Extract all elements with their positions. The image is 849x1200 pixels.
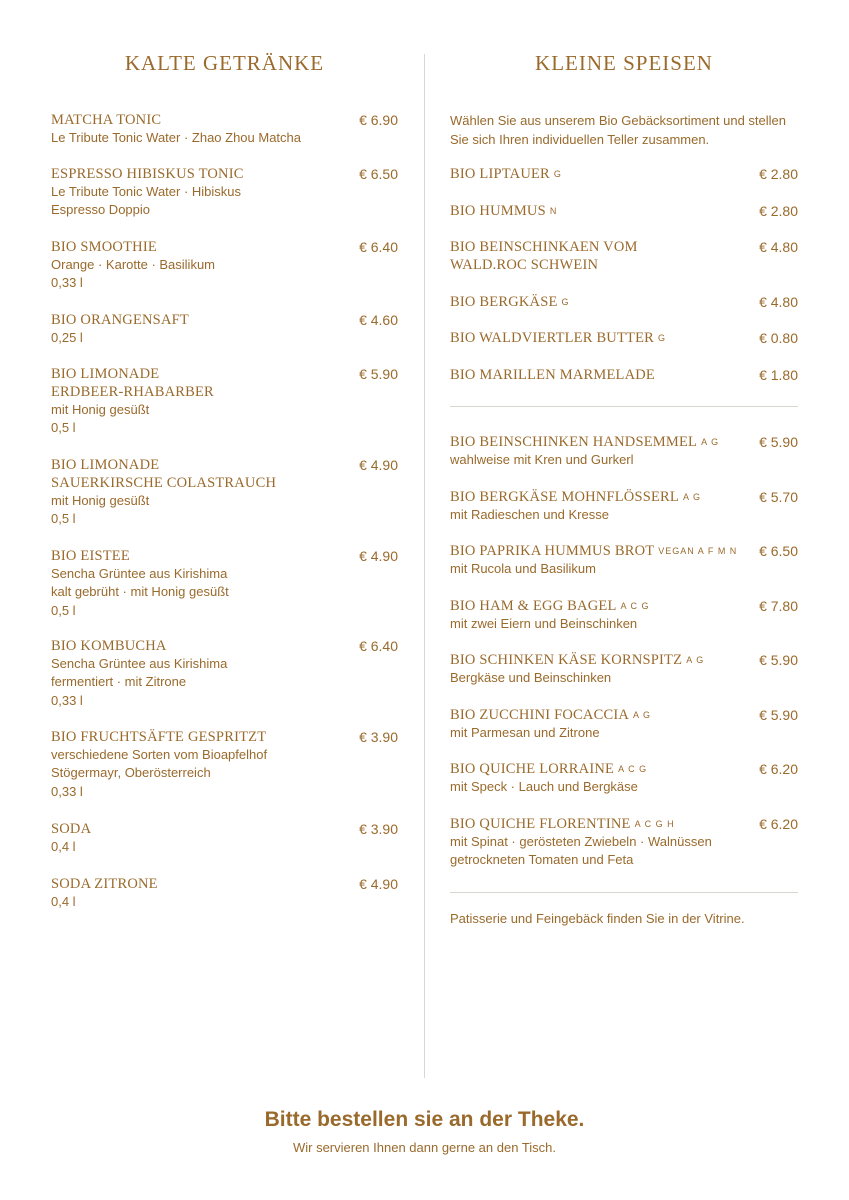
item-price: € 4.90 bbox=[359, 457, 398, 473]
item-description: 0,33 l bbox=[51, 275, 83, 291]
item-description: 0,33 l bbox=[51, 783, 83, 799]
item-description: 0,5 l bbox=[51, 602, 76, 618]
item-price: € 6.90 bbox=[359, 112, 398, 128]
footer-subtitle: Wir servieren Ihnen dann gerne an den Tisch. bbox=[292, 1140, 557, 1155]
item-description: Sencha Grüntee aus Kirishima bbox=[51, 656, 228, 671]
item-price: € 2.80 bbox=[759, 166, 798, 182]
item-price: € 4.60 bbox=[359, 312, 398, 328]
drink-item bbox=[51, 875, 398, 911]
drink-name bbox=[51, 637, 398, 655]
allergen-tag: A C G H bbox=[634, 819, 675, 829]
dish-item bbox=[450, 488, 798, 524]
basic-item bbox=[450, 165, 798, 183]
drink-name bbox=[51, 238, 398, 256]
item-price: € 5.70 bbox=[759, 489, 798, 505]
drink-name-line2: ERDBEER-RHABARBER bbox=[51, 384, 214, 400]
drink-name-text: BIO FRUCHTSÄFTE GESPRITZT bbox=[51, 729, 267, 745]
drink-name-text: BIO SMOOTHIE bbox=[51, 239, 157, 255]
item-price: € 3.90 bbox=[359, 821, 398, 837]
dish-item bbox=[450, 815, 798, 870]
drink-item bbox=[51, 547, 398, 620]
item-description: wahlweise mit Kren und Gurkerl bbox=[450, 452, 634, 467]
basic-name bbox=[450, 165, 798, 183]
dish-name-text: BIO BEINSCHINKEN HANDSEMMEL bbox=[450, 434, 698, 450]
allergen-tag: A G bbox=[686, 655, 705, 665]
drink-name bbox=[51, 728, 398, 746]
item-price: € 4.90 bbox=[359, 548, 398, 564]
basic-name-text: BIO BERGKÄSE bbox=[450, 294, 558, 310]
basic-name-text: BIO WALDVIERTLER BUTTER bbox=[450, 330, 655, 346]
item-price: € 6.40 bbox=[359, 638, 398, 654]
food-intro: Wählen Sie aus unserem Bio Gebäcksortiment und stellen Sie sich Ihren individuellen Teller zusammen. bbox=[450, 113, 787, 147]
dish-name-text: BIO PAPRIKA HUMMUS BROT bbox=[450, 543, 655, 559]
allergen-tag: A G bbox=[682, 492, 701, 502]
item-price: € 1.80 bbox=[759, 367, 798, 383]
item-description: 0,5 l bbox=[51, 420, 76, 436]
drink-name bbox=[51, 165, 398, 183]
item-description: 0,4 l bbox=[51, 839, 76, 854]
drink-name bbox=[51, 311, 398, 329]
basic-item bbox=[450, 238, 798, 274]
item-price: € 2.80 bbox=[759, 203, 798, 219]
basic-item bbox=[450, 329, 798, 347]
dish-name bbox=[450, 815, 798, 833]
food-footnote: Patisserie und Feingebäck finden Sie in der Vitrine. bbox=[450, 911, 745, 926]
item-description: verschiedene Sorten vom Bioapfelhof bbox=[51, 747, 268, 762]
item-description: Espresso Doppio bbox=[51, 202, 150, 218]
item-description: mit Speck · Lauch und Bergkäse bbox=[450, 779, 638, 794]
item-price: € 5.90 bbox=[359, 366, 398, 382]
item-price: € 6.20 bbox=[759, 761, 798, 777]
dish-name bbox=[450, 542, 798, 560]
drink-item bbox=[51, 311, 398, 347]
drink-item bbox=[51, 728, 398, 801]
item-description: kalt gebrüht · mit Honig gesüßt bbox=[51, 584, 229, 600]
item-price: € 4.80 bbox=[759, 294, 798, 310]
dish-name-text: BIO HAM & EGG BAGEL bbox=[450, 598, 617, 614]
dish-name bbox=[450, 488, 798, 506]
basic-name-line2: WALD.ROC SCHWEIN bbox=[450, 257, 599, 273]
drink-name-text: BIO LIMONADE bbox=[51, 457, 160, 473]
food-title: KLEINE SPEISEN bbox=[535, 51, 713, 75]
drink-name bbox=[51, 820, 398, 838]
item-price: € 5.90 bbox=[759, 707, 798, 723]
section-divider bbox=[450, 406, 798, 407]
basic-name-text: BIO BEINSCHINKAEN VOM bbox=[450, 239, 638, 255]
drink-name-text: SODA ZITRONE bbox=[51, 876, 158, 892]
dish-name bbox=[450, 597, 798, 615]
allergen-tag: G bbox=[561, 297, 570, 307]
item-price: € 4.90 bbox=[359, 876, 398, 892]
allergen-tag: G bbox=[553, 169, 562, 179]
item-description: mit Honig gesüßt bbox=[51, 402, 150, 417]
item-description: Le Tribute Tonic Water · Hibiskus bbox=[51, 184, 242, 199]
item-description: 0,25 l bbox=[51, 330, 83, 345]
dish-item bbox=[450, 706, 798, 742]
drink-name-text: BIO KOMBUCHA bbox=[51, 638, 167, 654]
item-description: mit Radieschen und Kresse bbox=[450, 507, 609, 522]
drink-item bbox=[51, 111, 398, 147]
drink-name bbox=[51, 456, 398, 492]
allergen-tag: VEGAN A F M N bbox=[658, 546, 738, 556]
allergen-tag: N bbox=[549, 206, 558, 216]
item-price: € 6.40 bbox=[359, 239, 398, 255]
drink-name bbox=[51, 111, 398, 129]
item-price: € 0.80 bbox=[759, 330, 798, 346]
column-divider bbox=[424, 54, 425, 1078]
drink-item bbox=[51, 365, 398, 438]
allergen-tag: A C G bbox=[620, 601, 650, 611]
drink-name-line2: SAUERKIRSCHE COLASTRAUCH bbox=[51, 475, 277, 491]
basic-name bbox=[450, 293, 798, 311]
item-price: € 6.50 bbox=[359, 166, 398, 182]
item-price: € 5.90 bbox=[759, 434, 798, 450]
item-description: mit zwei Eiern und Beinschinken bbox=[450, 616, 638, 631]
drink-name bbox=[51, 365, 398, 401]
item-description: mit Honig gesüßt bbox=[51, 493, 150, 508]
basic-name-text: BIO LIPTAUER bbox=[450, 166, 550, 182]
item-description: 0,33 l bbox=[51, 692, 83, 708]
basic-name bbox=[450, 238, 798, 274]
item-description: 0,4 l bbox=[51, 894, 76, 909]
drink-item bbox=[51, 637, 398, 710]
allergen-tag: A G bbox=[633, 710, 652, 720]
dish-name bbox=[450, 433, 798, 451]
item-description: getrockneten Tomaten und Feta bbox=[450, 852, 634, 868]
drink-item bbox=[51, 238, 398, 293]
item-description: mit Rucola und Basilikum bbox=[450, 561, 596, 576]
footer-title: Bitte bestellen sie an der Theke. bbox=[264, 1108, 585, 1131]
drink-item bbox=[51, 820, 398, 856]
drink-name-text: BIO LIMONADE bbox=[51, 366, 160, 382]
dish-item bbox=[450, 651, 798, 687]
item-price: € 5.90 bbox=[759, 652, 798, 668]
dish-name-text: BIO QUICHE FLORENTINE bbox=[450, 816, 631, 832]
item-price: € 7.80 bbox=[759, 598, 798, 614]
item-price: € 6.50 bbox=[759, 543, 798, 559]
dish-name bbox=[450, 760, 798, 778]
drink-item bbox=[51, 456, 398, 529]
item-price: € 3.90 bbox=[359, 729, 398, 745]
section-divider bbox=[450, 892, 798, 893]
drink-name-text: BIO ORANGENSAFT bbox=[51, 312, 189, 328]
dish-name bbox=[450, 651, 798, 669]
dish-item bbox=[450, 760, 798, 796]
item-price: € 6.20 bbox=[759, 816, 798, 832]
basic-name bbox=[450, 366, 798, 384]
item-description: mit Parmesan und Zitrone bbox=[450, 725, 600, 740]
drink-name-text: MATCHA TONIC bbox=[51, 112, 162, 128]
allergen-tag: A G bbox=[701, 437, 720, 447]
basic-item bbox=[450, 293, 798, 311]
drink-name bbox=[51, 547, 398, 565]
item-description: Bergkäse und Beinschinken bbox=[450, 670, 612, 685]
dish-name-text: BIO QUICHE LORRAINE bbox=[450, 761, 615, 777]
item-description: mit Spinat · gerösteten Zwiebeln · Walnüssen bbox=[450, 834, 712, 849]
dish-name-text: BIO SCHINKEN KÄSE KORNSPITZ bbox=[450, 652, 683, 668]
dish-name-text: BIO ZUCCHINI FOCACCIA bbox=[450, 707, 630, 723]
dish-item bbox=[450, 542, 798, 578]
allergen-tag: G bbox=[658, 333, 667, 343]
item-description: Stögermayr, Oberösterreich bbox=[51, 765, 211, 781]
item-description: fermentiert · mit Zitrone bbox=[51, 674, 187, 690]
drink-name bbox=[51, 875, 398, 893]
drink-name-text: ESPRESSO HIBISKUS TONIC bbox=[51, 166, 244, 182]
basic-name bbox=[450, 329, 798, 347]
item-description: 0,5 l bbox=[51, 511, 76, 527]
basic-name bbox=[450, 202, 798, 220]
basic-name-text: BIO HUMMUS bbox=[450, 203, 546, 219]
dish-item bbox=[450, 597, 798, 633]
basic-item bbox=[450, 366, 798, 384]
dish-item bbox=[450, 433, 798, 469]
dish-name bbox=[450, 706, 798, 724]
allergen-tag: A C G bbox=[618, 764, 648, 774]
item-description: Sencha Grüntee aus Kirishima bbox=[51, 566, 228, 581]
drink-name-text: BIO EISTEE bbox=[51, 548, 130, 564]
dish-name-text: BIO BERGKÄSE MOHNFLÖSSERL bbox=[450, 489, 679, 505]
basic-name-text: BIO MARILLEN MARMELADE bbox=[450, 367, 655, 383]
drinks-title: KALTE GETRÄNKE bbox=[124, 51, 325, 75]
item-description: Le Tribute Tonic Water · Zhao Zhou Matcha bbox=[51, 130, 302, 145]
item-description: Orange · Karotte · Basilikum bbox=[51, 257, 216, 272]
drink-item bbox=[51, 165, 398, 220]
basic-item bbox=[450, 202, 798, 220]
drink-name-text: SODA bbox=[51, 821, 92, 837]
item-price: € 4.80 bbox=[759, 239, 798, 255]
